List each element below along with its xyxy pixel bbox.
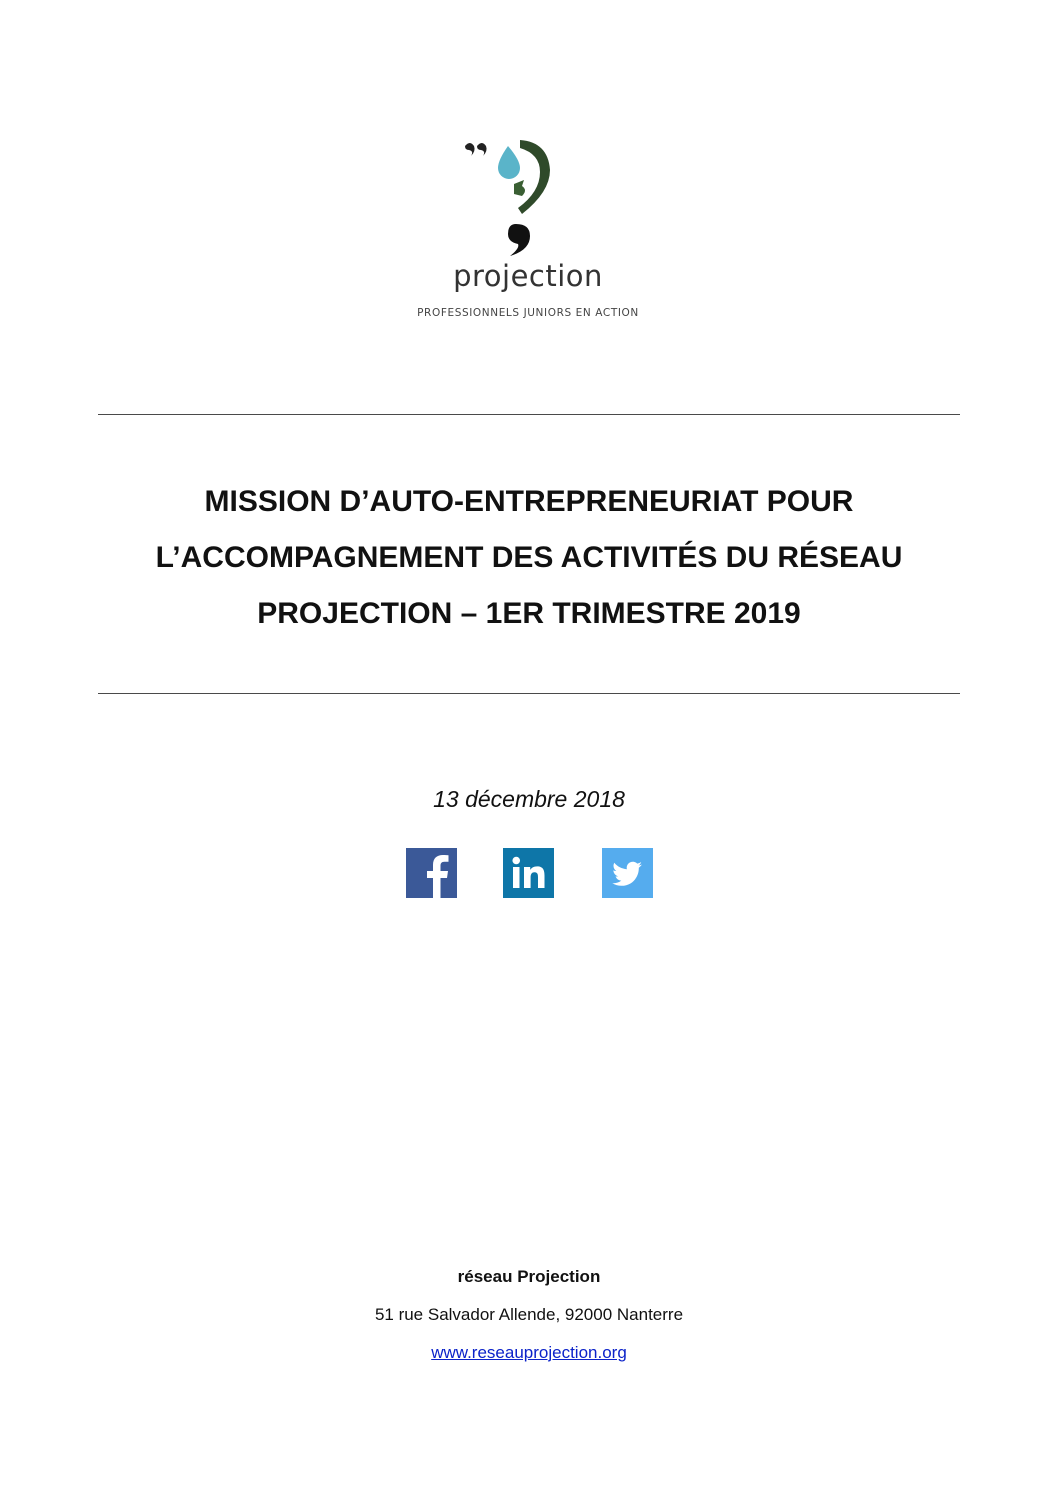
- top-divider: [98, 414, 960, 415]
- twitter-icon: [602, 848, 653, 898]
- facebook-icon: [406, 848, 457, 898]
- logo-tagline: PROFESSIONNELS JUNIORS EN ACTION: [417, 307, 639, 319]
- facebook-share-button[interactable]: [406, 848, 457, 898]
- logo-mark-icon: [456, 132, 566, 257]
- organization-name: réseau Projection: [457, 1267, 601, 1286]
- bottom-divider: [98, 693, 960, 694]
- website-link-container: [0, 1343, 1058, 1363]
- document-title: [98, 474, 960, 642]
- projection-logo: [408, 132, 648, 327]
- linkedin-icon: [503, 848, 554, 898]
- organization-address: 51 rue Salvador Allende, 92000 Nanterre: [374, 1305, 684, 1324]
- website-link[interactable]: www.reseauprojection.org: [431, 1343, 627, 1362]
- twitter-share-button[interactable]: [602, 848, 653, 898]
- linkedin-share-button[interactable]: [503, 848, 554, 898]
- title-line-2: L’ACCOMPAGNEMENT DES ACTIVITÉS DU RÉSEAU: [155, 541, 903, 574]
- logo-wordmark: projection: [453, 259, 603, 293]
- title-line-1: MISSION D’AUTO-ENTREPRENEURIAT POUR: [204, 485, 854, 518]
- document-date: 13 décembre 2018: [433, 786, 625, 812]
- title-line-3: PROJECTION – 1ER TRIMESTRE 2019: [257, 597, 801, 630]
